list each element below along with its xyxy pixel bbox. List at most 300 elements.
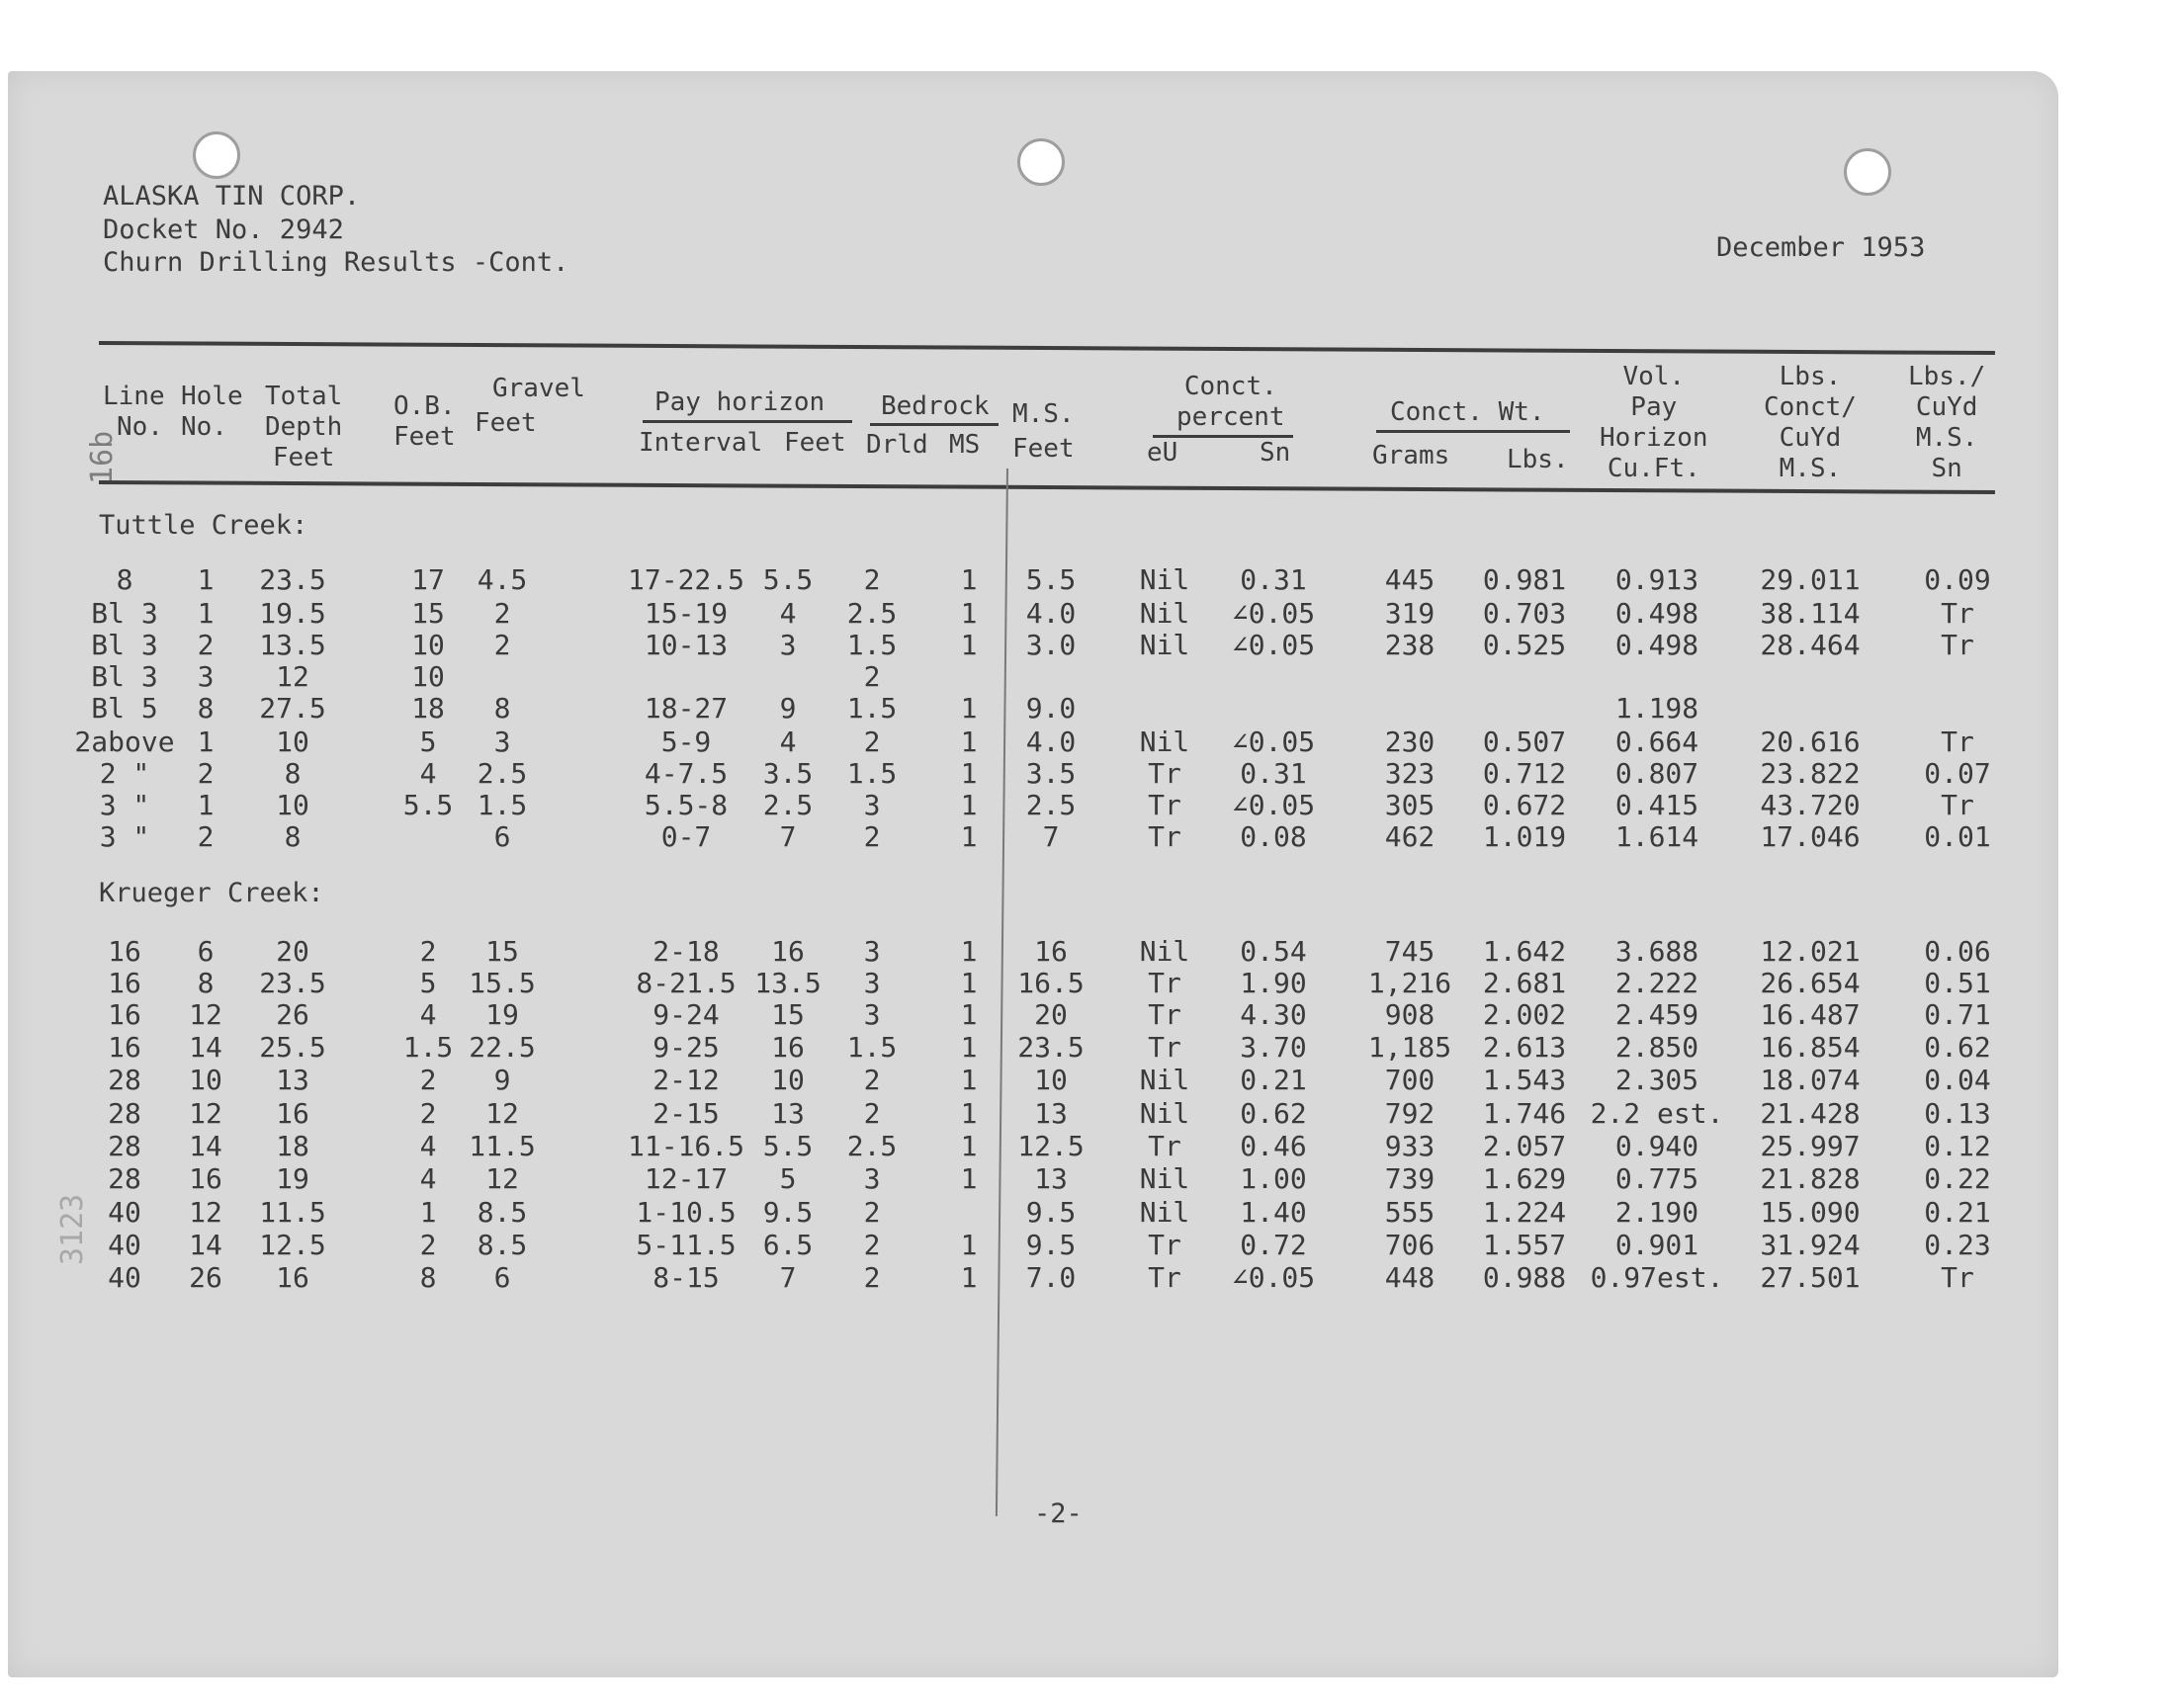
- margin-note: 3123: [55, 1193, 90, 1265]
- cell-line: Bl 3: [91, 597, 158, 630]
- header-lbs-per-cuyd-sn: Lbs./ CuYd M.S. Sn: [1908, 362, 1986, 483]
- docket-number: Docket No. 2942: [103, 214, 344, 245]
- cell-grams: 230: [1384, 726, 1436, 758]
- cell-sn: 1.40: [1240, 1196, 1307, 1229]
- cell-interval: 18-27: [644, 692, 729, 725]
- cell-hole: 14: [189, 1130, 222, 1162]
- cell-depth: 18: [276, 1130, 309, 1162]
- header-lbs: Lbs.: [1507, 445, 1569, 474]
- cell-msft: 12.5: [1017, 1130, 1085, 1162]
- cell-hole: 8: [197, 967, 215, 999]
- cell-ob: 4: [419, 757, 437, 790]
- cell-gravel: 12: [485, 1097, 519, 1130]
- cell-sn: 0.08: [1240, 820, 1307, 853]
- cell-msft: 13: [1034, 1097, 1068, 1130]
- cell-eu: Tr: [1148, 1031, 1181, 1064]
- cell-vol: 1.614: [1614, 820, 1699, 853]
- cell-gravel: 8.5: [477, 1229, 528, 1261]
- header-hole-no: Hole No.: [181, 382, 243, 442]
- cell-sncy: Tr: [1941, 726, 1974, 758]
- header-conct-wt: Conct. Wt.: [1390, 397, 1545, 427]
- cell-hole: 12: [189, 1196, 222, 1229]
- cell-payft: 3.5: [762, 757, 814, 790]
- cell-ms: 1: [960, 789, 978, 821]
- cell-interval: 11-16.5: [627, 1130, 745, 1162]
- cell-gravel: 6: [493, 820, 511, 853]
- cell-ms: 1: [960, 757, 978, 790]
- cell-drld: 2: [863, 820, 881, 853]
- cell-eu: Tr: [1148, 757, 1181, 790]
- cell-lbs: 1.543: [1482, 1064, 1567, 1096]
- cell-eu: Tr: [1148, 1229, 1181, 1261]
- cell-depth: 16: [276, 1261, 309, 1294]
- cell-drld: 2: [863, 1097, 881, 1130]
- header-line-no: Line No.: [103, 382, 165, 442]
- cell-msft: 16.5: [1017, 967, 1085, 999]
- cell-payft: 2.5: [762, 789, 814, 821]
- cell-hole: 14: [189, 1229, 222, 1261]
- cell-line: 40: [108, 1196, 141, 1229]
- cell-sncy: 0.21: [1924, 1196, 1991, 1229]
- cell-sncy: 0.51: [1924, 967, 1991, 999]
- cell-interval: 17-22.5: [627, 563, 745, 596]
- cell-sn: 0.62: [1240, 1097, 1307, 1130]
- cell-eu: Nil: [1139, 629, 1190, 661]
- cell-interval: 8-21.5: [636, 967, 737, 999]
- header-total-depth: Total Depth Feet: [265, 382, 343, 472]
- cell-lbs: 0.672: [1482, 789, 1567, 821]
- cell-conct: 27.501: [1760, 1261, 1861, 1294]
- cell-conct: 20.616: [1760, 726, 1861, 758]
- cell-sncy: 0.13: [1924, 1097, 1991, 1130]
- cell-lbs: 1.746: [1482, 1097, 1567, 1130]
- header-pay-interval: Interval: [639, 428, 763, 458]
- cell-vol: 0.940: [1614, 1130, 1699, 1162]
- cell-ob: 10: [411, 660, 445, 693]
- cell-conct: 21.828: [1760, 1162, 1861, 1195]
- cell-vol: 2.305: [1614, 1064, 1699, 1096]
- cell-vol: 0.498: [1614, 629, 1699, 661]
- cell-drld: 2: [863, 1064, 881, 1096]
- cell-grams: 745: [1384, 935, 1436, 968]
- cell-grams: 739: [1384, 1162, 1436, 1195]
- cell-grams: 305: [1384, 789, 1436, 821]
- document-date: December 1953: [1716, 232, 1926, 263]
- cell-ob: 2: [419, 935, 437, 968]
- cell-ob: 15: [411, 597, 445, 630]
- cell-lbs: 1.557: [1482, 1229, 1567, 1261]
- cell-grams: 323: [1384, 757, 1436, 790]
- cell-line: Bl 5: [91, 692, 158, 725]
- cell-ob: 5: [419, 726, 437, 758]
- cell-eu: Tr: [1148, 789, 1181, 821]
- cell-conct: 21.428: [1760, 1097, 1861, 1130]
- cell-ms: 1: [960, 1130, 978, 1162]
- cell-sncy: 0.23: [1924, 1229, 1991, 1261]
- cell-ob: 2: [419, 1229, 437, 1261]
- cell-depth: 26: [276, 998, 309, 1031]
- cell-hole: 14: [189, 1031, 222, 1064]
- punch-hole: [1844, 148, 1891, 196]
- cell-sn: ∠0.05: [1231, 1261, 1316, 1294]
- cell-grams: 706: [1384, 1229, 1436, 1261]
- cell-msft: 9.0: [1025, 692, 1077, 725]
- cell-drld: 2: [863, 660, 881, 693]
- cell-hole: 2: [197, 757, 215, 790]
- cell-line: 28: [108, 1064, 141, 1096]
- cell-interval: 15-19: [644, 597, 729, 630]
- cell-msft: 3.5: [1025, 757, 1077, 790]
- cell-conct: 23.822: [1760, 757, 1861, 790]
- cell-hole: 2: [197, 820, 215, 853]
- cell-depth: 20: [276, 935, 309, 968]
- cell-vol: 0.97est.: [1590, 1261, 1724, 1294]
- cell-sn: 0.46: [1240, 1130, 1307, 1162]
- cell-grams: 1,216: [1367, 967, 1452, 999]
- cell-ms: 1: [960, 1229, 978, 1261]
- cell-drld: 3: [863, 1162, 881, 1195]
- cell-gravel: 9: [493, 1064, 511, 1096]
- cell-gravel: 12: [485, 1162, 519, 1195]
- cell-payft: 9.5: [762, 1196, 814, 1229]
- header-ob-feet: O.B. Feet: [393, 391, 456, 452]
- cell-depth: 13: [276, 1064, 309, 1096]
- cell-vol: 1.198: [1614, 692, 1699, 725]
- cell-msft: 3.0: [1025, 629, 1077, 661]
- cell-interval: 12-17: [644, 1162, 729, 1195]
- cell-eu: Tr: [1148, 967, 1181, 999]
- cell-grams: 555: [1384, 1196, 1436, 1229]
- section-title: Krueger Creek:: [99, 878, 324, 908]
- cell-lbs: 0.712: [1482, 757, 1567, 790]
- cell-ob: 1.5: [402, 1031, 454, 1064]
- cell-drld: 2: [863, 1229, 881, 1261]
- cell-hole: 16: [189, 1162, 222, 1195]
- cell-line: Bl 3: [91, 629, 158, 661]
- cell-ob: 4: [419, 1130, 437, 1162]
- cell-msft: 4.0: [1025, 597, 1077, 630]
- cell-depth: 23.5: [259, 967, 326, 999]
- cell-lbs: 0.507: [1482, 726, 1567, 758]
- cell-gravel: 3: [493, 726, 511, 758]
- cell-drld: 1.5: [846, 757, 898, 790]
- cell-conct: 18.074: [1760, 1064, 1861, 1096]
- cell-drld: 1.5: [846, 629, 898, 661]
- cell-depth: 13.5: [259, 629, 326, 661]
- cell-interval: 4-7.5: [644, 757, 729, 790]
- cell-depth: 12: [276, 660, 309, 693]
- cell-sn: ∠0.05: [1231, 597, 1316, 630]
- cell-conct: 16.487: [1760, 998, 1861, 1031]
- header-pay-feet: Feet: [784, 428, 846, 458]
- cell-ob: 18: [411, 692, 445, 725]
- cell-line: 3 ": [99, 789, 150, 821]
- cell-grams: 445: [1384, 563, 1436, 596]
- cell-ms: 1: [960, 820, 978, 853]
- cell-eu: Nil: [1139, 1064, 1190, 1096]
- cell-hole: 8: [197, 692, 215, 725]
- header-sn: Sn: [1260, 438, 1291, 468]
- cell-sn: 0.54: [1240, 935, 1307, 968]
- header-pay-horizon: Pay horizon: [654, 387, 826, 417]
- cell-grams: 448: [1384, 1261, 1436, 1294]
- header-grams: Grams: [1372, 441, 1450, 470]
- cell-interval: 5-11.5: [636, 1229, 737, 1261]
- cell-sn: 3.70: [1240, 1031, 1307, 1064]
- cell-vol: 0.415: [1614, 789, 1699, 821]
- cell-ms: 1: [960, 1064, 978, 1096]
- cell-ob: 8: [419, 1261, 437, 1294]
- cell-grams: 908: [1384, 998, 1436, 1031]
- cell-sncy: Tr: [1941, 1261, 1974, 1294]
- cell-vol: 3.688: [1614, 935, 1699, 968]
- cell-line: 8: [116, 563, 133, 596]
- cell-lbs: 2.002: [1482, 998, 1567, 1031]
- cell-ms: 1: [960, 563, 978, 596]
- cell-lbs: 2.613: [1482, 1031, 1567, 1064]
- cell-line: 28: [108, 1162, 141, 1195]
- cell-conct: 31.924: [1760, 1229, 1861, 1261]
- cell-msft: 20: [1034, 998, 1068, 1031]
- cell-ms: 1: [960, 998, 978, 1031]
- cell-conct: 25.997: [1760, 1130, 1861, 1162]
- page-number: -2-: [1034, 1498, 1083, 1529]
- cell-lbs: 1.629: [1482, 1162, 1567, 1195]
- cell-eu: Nil: [1139, 563, 1190, 596]
- cell-drld: 3: [863, 998, 881, 1031]
- cell-sn: 1.90: [1240, 967, 1307, 999]
- cell-interval: 9-24: [652, 998, 720, 1031]
- cell-ob: 5: [419, 967, 437, 999]
- cell-hole: 1: [197, 597, 215, 630]
- cell-depth: 12.5: [259, 1229, 326, 1261]
- cell-eu: Nil: [1139, 1196, 1190, 1229]
- cell-sncy: 0.06: [1924, 935, 1991, 968]
- cell-gravel: 19: [485, 998, 519, 1031]
- cell-gravel: 11.5: [469, 1130, 536, 1162]
- cell-depth: 10: [276, 726, 309, 758]
- cell-vol: 0.775: [1614, 1162, 1699, 1195]
- cell-msft: 13: [1034, 1162, 1068, 1195]
- cell-gravel: 1.5: [477, 789, 528, 821]
- cell-payft: 7: [779, 820, 797, 853]
- cell-drld: 1.5: [846, 692, 898, 725]
- margin-note: 16b: [85, 430, 120, 484]
- cell-depth: 11.5: [259, 1196, 326, 1229]
- cell-line: 16: [108, 1031, 141, 1064]
- cell-conct: 28.464: [1760, 629, 1861, 661]
- cell-eu: Nil: [1139, 597, 1190, 630]
- cell-ob: 4: [419, 998, 437, 1031]
- cell-grams: 933: [1384, 1130, 1436, 1162]
- cell-grams: 792: [1384, 1097, 1436, 1130]
- cell-hole: 2: [197, 629, 215, 661]
- cell-lbs: 1.224: [1482, 1196, 1567, 1229]
- cell-line: 2 ": [99, 757, 150, 790]
- cell-line: 28: [108, 1097, 141, 1130]
- company-name: ALASKA TIN CORP.: [103, 181, 361, 212]
- cell-eu: Tr: [1148, 1261, 1181, 1294]
- cell-payft: 9: [779, 692, 797, 725]
- cell-ob: 10: [411, 629, 445, 661]
- cell-vol: 2.2 est.: [1590, 1097, 1724, 1130]
- cell-payft: 5: [779, 1162, 797, 1195]
- cell-ob: 5.5: [402, 789, 454, 821]
- cell-msft: 2.5: [1025, 789, 1077, 821]
- cell-payft: 13: [771, 1097, 805, 1130]
- cell-msft: 23.5: [1017, 1031, 1085, 1064]
- cell-drld: 2: [863, 563, 881, 596]
- header-eu: eU: [1147, 438, 1178, 468]
- cell-sncy: 0.71: [1924, 998, 1991, 1031]
- cell-lbs: 0.525: [1482, 629, 1567, 661]
- cell-conct: 12.021: [1760, 935, 1861, 968]
- cell-gravel: 2: [493, 597, 511, 630]
- cell-gravel: 15.5: [469, 967, 536, 999]
- cell-conct: 29.011: [1760, 563, 1861, 596]
- cell-drld: 2: [863, 1261, 881, 1294]
- cell-msft: 10: [1034, 1064, 1068, 1096]
- cell-sn: ∠0.05: [1231, 629, 1316, 661]
- cell-payft: 5.5: [762, 1130, 814, 1162]
- cell-interval: 10-13: [644, 629, 729, 661]
- cell-ms: 1: [960, 967, 978, 999]
- cell-depth: 10: [276, 789, 309, 821]
- cell-vol: 2.222: [1614, 967, 1699, 999]
- cell-hole: 1: [197, 789, 215, 821]
- cell-eu: Tr: [1148, 1130, 1181, 1162]
- cell-line: 40: [108, 1229, 141, 1261]
- cell-interval: 8-15: [652, 1261, 720, 1294]
- header-bedrock-drld: Drld: [866, 430, 928, 460]
- cell-vol: 0.664: [1614, 726, 1699, 758]
- document-subtitle: Churn Drilling Results -Cont.: [103, 247, 569, 278]
- cell-ms: 1: [960, 726, 978, 758]
- header-bedrock-ms: MS: [949, 430, 981, 460]
- cell-ms: 1: [960, 935, 978, 968]
- cell-payft: 6.5: [762, 1229, 814, 1261]
- cell-grams: 238: [1384, 629, 1436, 661]
- cell-vol: 2.459: [1614, 998, 1699, 1031]
- cell-sn: 0.31: [1240, 563, 1307, 596]
- cell-payft: 16: [771, 935, 805, 968]
- cell-sn: ∠0.05: [1231, 726, 1316, 758]
- bedrock-underline: [870, 423, 999, 426]
- cell-drld: 3: [863, 967, 881, 999]
- cell-payft: 15: [771, 998, 805, 1031]
- cell-depth: 19: [276, 1162, 309, 1195]
- cell-sn: 4.30: [1240, 998, 1307, 1031]
- cell-vol: 0.901: [1614, 1229, 1699, 1261]
- cell-drld: 2.5: [846, 1130, 898, 1162]
- pay-horizon-underline: [643, 420, 852, 423]
- cell-ms: 1: [960, 597, 978, 630]
- cell-ms: 1: [960, 1031, 978, 1064]
- cell-conct: 17.046: [1760, 820, 1861, 853]
- cell-depth: 27.5: [259, 692, 326, 725]
- cell-eu: Nil: [1139, 1162, 1190, 1195]
- cell-line: 28: [108, 1130, 141, 1162]
- cell-interval: 0-7: [660, 820, 712, 853]
- cell-ms: 1: [960, 1162, 978, 1195]
- cell-hole: 1: [197, 726, 215, 758]
- cell-hole: 12: [189, 998, 222, 1031]
- cell-sncy: Tr: [1941, 629, 1974, 661]
- cell-vol: 0.498: [1614, 597, 1699, 630]
- cell-drld: 3: [863, 935, 881, 968]
- punch-hole: [193, 131, 240, 179]
- cell-depth: 19.5: [259, 597, 326, 630]
- cell-lbs: 2.057: [1482, 1130, 1567, 1162]
- cell-hole: 26: [189, 1261, 222, 1294]
- cell-line: 16: [108, 935, 141, 968]
- section-title: Tuttle Creek:: [99, 510, 308, 541]
- cell-eu: Tr: [1148, 998, 1181, 1031]
- cell-eu: Nil: [1139, 726, 1190, 758]
- cell-gravel: 2: [493, 629, 511, 661]
- cell-interval: 2-12: [652, 1064, 720, 1096]
- header-ms-feet: M.S. Feet: [1012, 399, 1075, 464]
- cell-eu: Nil: [1139, 935, 1190, 968]
- cell-gravel: 15: [485, 935, 519, 968]
- cell-line: 16: [108, 967, 141, 999]
- cell-msft: 9.5: [1025, 1196, 1077, 1229]
- header-bedrock: Bedrock: [881, 391, 990, 421]
- cell-gravel: 2.5: [477, 757, 528, 790]
- cell-payft: 16: [771, 1031, 805, 1064]
- cell-drld: 2.5: [846, 597, 898, 630]
- cell-msft: 4.0: [1025, 726, 1077, 758]
- header-lbs-conct-cuyd: Lbs. Conct/ CuYd M.S.: [1764, 362, 1857, 483]
- cell-sncy: 0.12: [1924, 1130, 1991, 1162]
- punch-hole: [1017, 138, 1065, 186]
- cell-sncy: 0.07: [1924, 757, 1991, 790]
- cell-vol: 0.807: [1614, 757, 1699, 790]
- cell-interval: 5.5-8: [644, 789, 729, 821]
- cell-gravel: 22.5: [469, 1031, 536, 1064]
- cell-hole: 6: [197, 935, 215, 968]
- cell-payft: 5.5: [762, 563, 814, 596]
- cell-drld: 1.5: [846, 1031, 898, 1064]
- cell-eu: Nil: [1139, 1097, 1190, 1130]
- cell-vol: 2.190: [1614, 1196, 1699, 1229]
- conct-wt-underline: [1376, 430, 1570, 433]
- cell-ob: 4: [419, 1162, 437, 1195]
- cell-line: 40: [108, 1261, 141, 1294]
- cell-ob: 2: [419, 1064, 437, 1096]
- cell-drld: 2: [863, 726, 881, 758]
- cell-gravel: 6: [493, 1261, 511, 1294]
- header-gravel-feet: Gravel Feet: [475, 374, 585, 438]
- cell-msft: 5.5: [1025, 563, 1077, 596]
- cell-lbs: 2.681: [1482, 967, 1567, 999]
- cell-ms: 1: [960, 1261, 978, 1294]
- cell-sncy: 0.01: [1924, 820, 1991, 853]
- cell-line: 16: [108, 998, 141, 1031]
- cell-sncy: 0.04: [1924, 1064, 1991, 1096]
- cell-hole: 1: [197, 563, 215, 596]
- cell-ob: 1: [419, 1196, 437, 1229]
- cell-ms: 1: [960, 692, 978, 725]
- cell-sn: 1.00: [1240, 1162, 1307, 1195]
- cell-vol: 2.850: [1614, 1031, 1699, 1064]
- cell-eu: Tr: [1148, 820, 1181, 853]
- cell-conct: 26.654: [1760, 967, 1861, 999]
- cell-msft: 7: [1042, 820, 1060, 853]
- cell-payft: 13.5: [754, 967, 822, 999]
- cell-lbs: 1.019: [1482, 820, 1567, 853]
- cell-gravel: 4.5: [477, 563, 528, 596]
